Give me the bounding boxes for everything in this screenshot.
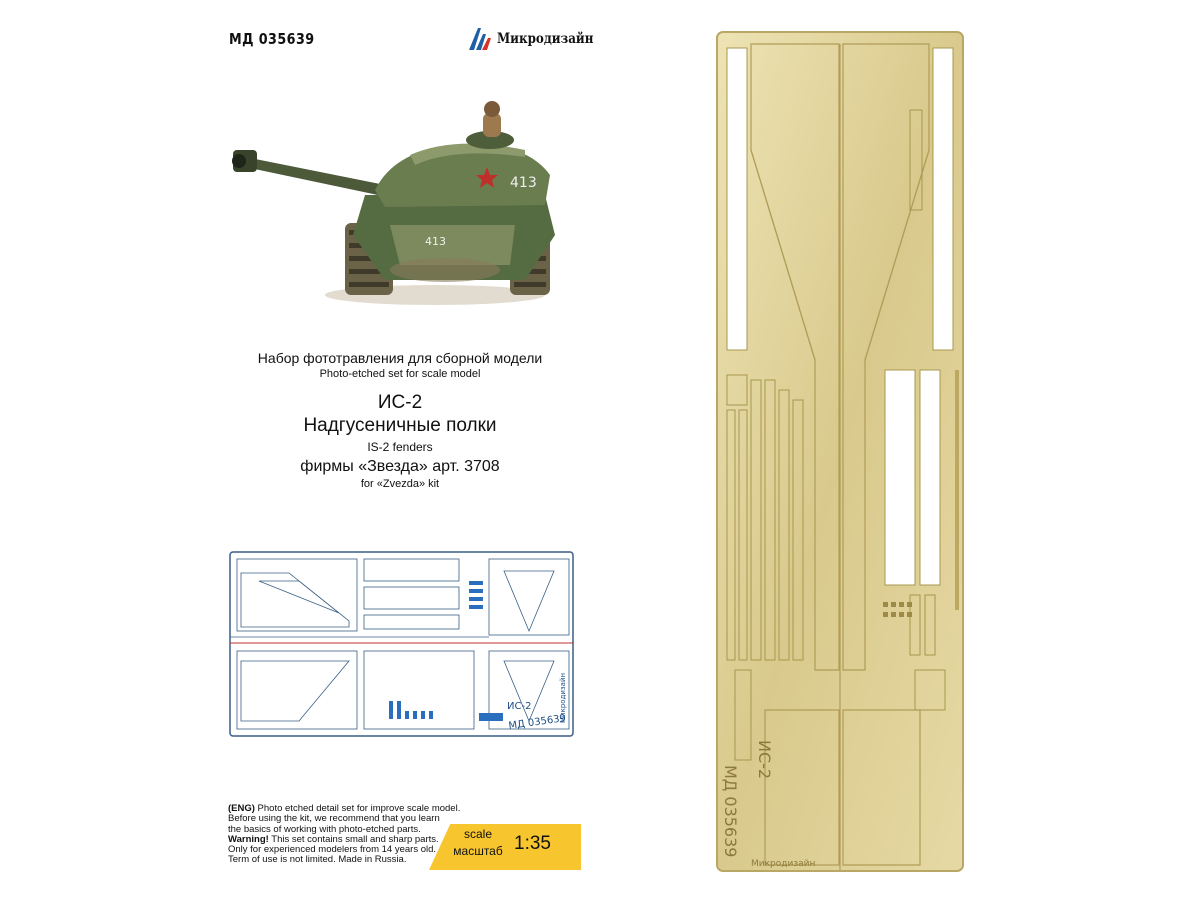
subject-ru: Надгусеничные полки (303, 415, 497, 436)
disclaimer-lang-tag: (ENG) (228, 803, 255, 814)
disclaimer-line-3: the basics of working with photo-etched parts. (228, 823, 421, 835)
title-ru: Набор фототравления для сборной модели (257, 350, 543, 366)
model-name: ИС-2 (377, 392, 423, 413)
brand-name: Микродизайн (497, 31, 594, 47)
title-en: Photo-etched set for scale model (319, 368, 481, 380)
disclaimer-text (228, 804, 468, 866)
brand-mark-icon (467, 26, 493, 52)
product-code: МД 035639 (229, 30, 315, 48)
scheme-model-label: ИС-2 (507, 701, 532, 712)
subject-en: IS-2 fenders (367, 440, 433, 454)
brand-logo (467, 24, 610, 54)
scale-label-en: scale (463, 827, 492, 841)
disclaimer-line-2: Before using the kit, we recommend that you learn (228, 813, 440, 825)
disclaimer-line-6: Term of use is not limited. Made in Russia. (228, 854, 407, 866)
kit-en: for «Zvezda» kit (360, 478, 440, 490)
scale-label-ru: масштаб (453, 844, 503, 858)
disclaimer-line-4: This set contains small and sharp parts. (268, 833, 439, 845)
disclaimer-line-1: Photo etched detail set for improve scale model. (254, 803, 461, 814)
svg-text:413: 413 (510, 175, 537, 191)
svg-text:413: 413 (425, 235, 446, 248)
fret-brand-label: Микродизайн (751, 859, 816, 869)
disclaimer-line-5: Only for experienced modelers from 14 years old. (228, 844, 437, 856)
brass-fret-image (715, 30, 965, 873)
scale-value: 1:35 (514, 833, 551, 854)
scheme-brand-label: Микродизайн (559, 672, 567, 723)
fret-scheme (229, 551, 574, 737)
disclaimer-warning-tag: Warning! (228, 833, 269, 845)
kit-ru: фирмы «Звезда» арт. 3708 (300, 458, 500, 475)
scheme-code-label: МД 035639 (507, 713, 567, 732)
tank-image (225, 95, 565, 310)
fret-model-label: ИС-2 (755, 740, 774, 780)
fret-code-label: МД 035639 (721, 765, 740, 858)
